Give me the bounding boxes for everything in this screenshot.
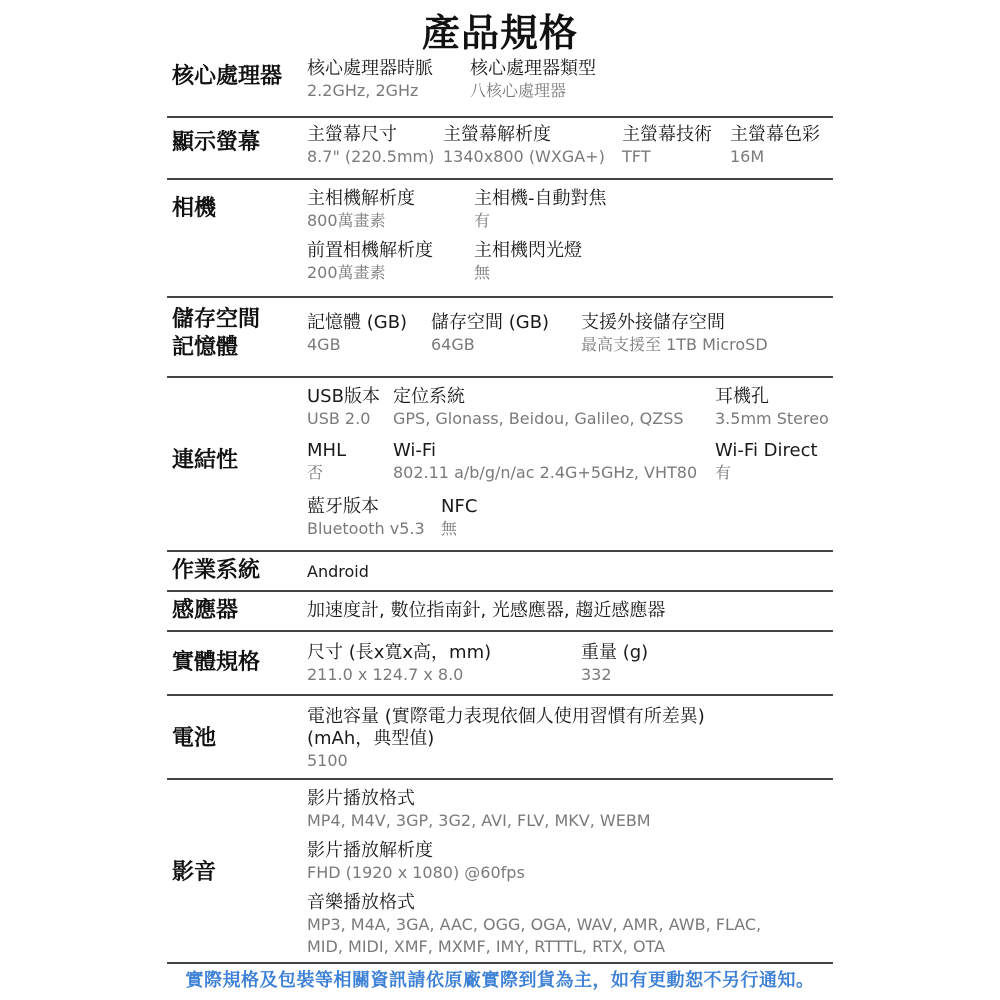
field-name: 音樂播放格式 — [307, 892, 415, 913]
section-label: 實體規格 — [172, 650, 261, 675]
section-camera — [167, 180, 833, 298]
field-value: 有 — [474, 211, 491, 230]
field-value: 最高支援至 1TB MicroSD — [581, 335, 768, 354]
spec-field — [307, 440, 346, 484]
field-name: 儲存空間 (GB) — [431, 312, 550, 333]
footer-disclaimer: 實際規格及包裝等相關資訊請依原廠實際到貨為主，如有更動恕不另行通知。 — [185, 970, 815, 991]
section-connectivity — [167, 378, 833, 552]
field-name: Wi-Fi — [393, 440, 436, 461]
section-label: 電池 — [172, 726, 217, 751]
field-value: TFT — [622, 147, 651, 166]
field-name: Android — [307, 562, 369, 581]
section-label-line: 記憶體 — [172, 335, 239, 360]
field-value: 無 — [441, 519, 458, 538]
field-value: MID, MIDI, XMF, MXMF, IMY, RTTTL, RTX, OTA — [307, 937, 666, 956]
field-value: FHD (1920 x 1080) @60fps — [307, 863, 525, 882]
spec-field — [307, 386, 380, 430]
spec-field — [474, 188, 607, 232]
field-value: 無 — [474, 263, 491, 282]
spec-field — [730, 124, 820, 168]
field-value: 2.2GHz, 2GHz — [307, 81, 419, 100]
spec-field — [307, 496, 425, 540]
spec-field — [715, 440, 818, 484]
field-name: 影片播放解析度 — [307, 840, 433, 861]
field-name: 加速度計, 數位指南針, 光感應器, 趨近感應器 — [307, 600, 666, 621]
field-value: MP4, M4V, 3GP, 3G2, AVI, FLV, MKV, WEBM — [307, 811, 651, 830]
section-multimedia — [167, 780, 833, 964]
spec-field — [581, 312, 768, 356]
spec-field — [431, 312, 549, 356]
field-name: (mAh，典型值) — [307, 728, 435, 749]
field-name: 定位系統 — [393, 386, 465, 407]
field-value: 8.7" (220.5mm) — [307, 147, 435, 166]
section-label-line: 儲存空間 — [172, 307, 261, 332]
field-name: 前置相機解析度 — [307, 240, 433, 261]
section-battery — [167, 696, 833, 780]
section-label: 核心處理器 — [172, 64, 283, 89]
field-value: 800萬畫素 — [307, 211, 386, 230]
section-label: 連結性 — [172, 448, 239, 473]
spec-field — [622, 124, 712, 168]
spec-field — [715, 386, 829, 430]
section-os — [167, 552, 833, 592]
field-value: 200萬畫素 — [307, 263, 386, 282]
field-name: 尺寸 (長x寬x高，mm) — [307, 642, 492, 663]
spec-field — [307, 706, 705, 772]
spec-field — [307, 642, 491, 686]
field-name: MHL — [307, 440, 347, 461]
field-name: Wi-Fi Direct — [715, 440, 818, 461]
field-value: 4GB — [307, 335, 341, 354]
field-name: 主螢幕解析度 — [443, 124, 551, 145]
spec-field — [307, 58, 433, 102]
field-value: 332 — [581, 665, 612, 684]
field-value: 64GB — [431, 335, 475, 354]
field-name: 記憶體 (GB) — [307, 312, 408, 333]
field-name: USB版本 — [307, 386, 380, 407]
field-value: 3.5mm Stereo — [715, 409, 829, 428]
field-name: 主螢幕尺寸 — [307, 124, 397, 145]
field-value: 否 — [307, 463, 324, 482]
spec-field — [307, 240, 433, 284]
spec-field — [307, 788, 651, 832]
spec-field — [393, 386, 684, 430]
spec-field — [443, 124, 605, 168]
field-name: NFC — [441, 496, 478, 517]
section-label — [172, 306, 260, 362]
field-name: 重量 (g) — [581, 642, 649, 663]
field-name: 主相機解析度 — [307, 188, 415, 209]
field-name: 主螢幕技術 — [622, 124, 712, 145]
field-value: GPS, Glonass, Beidou, Galileo, QZSS — [393, 409, 684, 428]
field-value: 5100 — [307, 751, 348, 770]
field-value: Bluetooth v5.3 — [307, 519, 425, 538]
spec-field — [307, 840, 525, 884]
field-value: 211.0 x 124.7 x 8.0 — [307, 665, 464, 684]
field-name: 主相機閃光燈 — [474, 240, 582, 261]
field-name: 主相機-自動對焦 — [474, 188, 607, 209]
spec-field — [470, 58, 596, 102]
field-value: 八核心處理器 — [470, 81, 567, 100]
field-name: 藍牙版本 — [307, 496, 379, 517]
field-name: 電池容量 (實際電力表現依個人使用習慣有所差異) — [307, 706, 705, 727]
field-name: 影片播放格式 — [307, 788, 415, 809]
field-value: USB 2.0 — [307, 409, 371, 428]
spec-field — [393, 440, 697, 484]
spec-field — [307, 561, 369, 583]
field-name: 核心處理器類型 — [470, 58, 596, 79]
field-name: 主螢幕色彩 — [730, 124, 820, 145]
field-value: 16M — [730, 147, 765, 166]
field-name: 耳機孔 — [715, 386, 769, 407]
section-display — [167, 118, 833, 180]
section-cpu — [167, 56, 833, 118]
spec-field — [307, 124, 434, 168]
section-physical — [167, 632, 833, 696]
field-name: 支援外接儲存空間 — [581, 312, 725, 333]
section-label: 影音 — [172, 860, 217, 885]
page-title: 產品規格 — [421, 11, 578, 55]
field-value: MP3, M4A, 3GA, AAC, OGG, OGA, WAV, AMR, AWB, FLAC, — [307, 915, 762, 934]
spec-field — [307, 892, 761, 958]
field-name: 核心處理器時脈 — [307, 58, 433, 79]
field-value: 有 — [715, 463, 732, 482]
section-label: 感應器 — [172, 598, 239, 623]
field-value: 1340x800 (WXGA+) — [443, 147, 605, 166]
spec-field — [441, 496, 477, 540]
section-sensors — [167, 592, 833, 632]
section-label: 顯示螢幕 — [172, 130, 261, 155]
field-value: 802.11 a/b/g/n/ac 2.4G+5GHz, VHT80 — [393, 463, 698, 482]
spec-field — [307, 312, 407, 356]
spec-field — [307, 600, 665, 622]
section-storage — [167, 298, 833, 378]
section-label: 作業系統 — [172, 558, 261, 583]
section-label: 相機 — [172, 196, 217, 221]
spec-field — [581, 642, 648, 686]
spec-field — [474, 240, 582, 284]
spec-field — [307, 188, 415, 232]
